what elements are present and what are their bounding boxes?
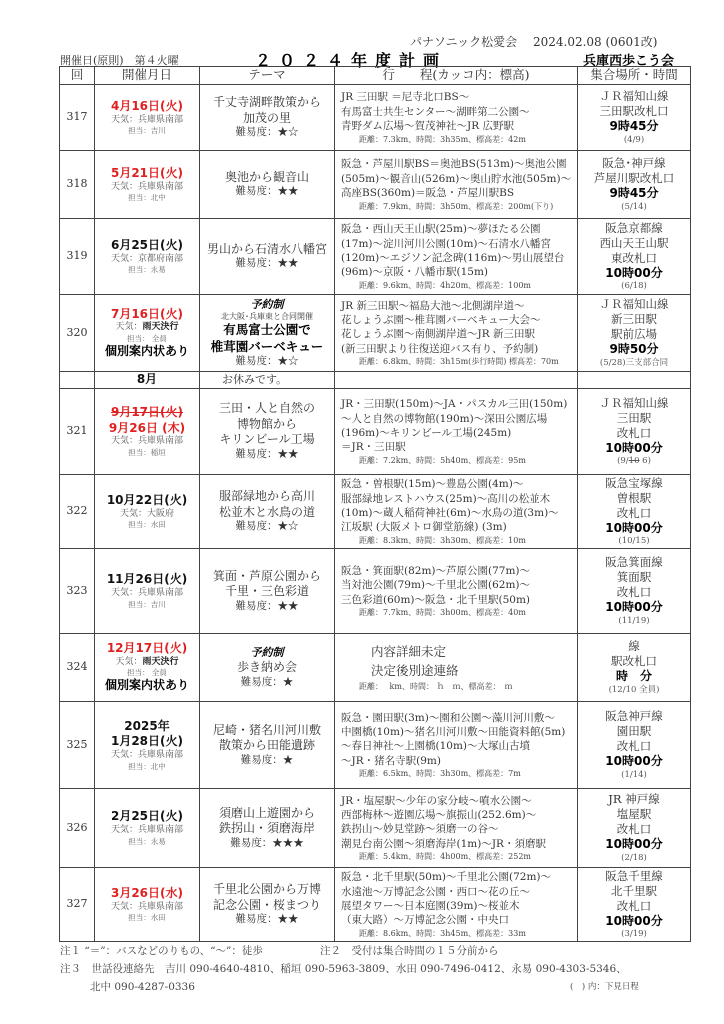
distance-time-elevation: 距離：8.3km、時間：3h30m、標高差：10m [359, 535, 526, 545]
theme-title: 奥池から観音山 [224, 169, 309, 184]
course-line: ＝JR・三田駅 [341, 441, 406, 454]
event-date: 4月16日(火) [110, 98, 184, 113]
distance-time-elevation: 距離：5.4km、時間：4h00m、標高差：252m [359, 852, 532, 862]
distance-time-elevation: 距離：6.5km、時間：3h30m、標高差：7m [359, 769, 521, 779]
event-date: 2025年 [124, 718, 170, 733]
difficulty: 難易度：★★★ [230, 836, 304, 849]
table-row [60, 389, 691, 475]
date-cell [95, 868, 200, 942]
break-month: 8月 [95, 372, 200, 389]
course-cell [335, 789, 578, 868]
meeting-time: 10時00分 [605, 520, 663, 535]
meeting-place: 駅前広場 [611, 327, 657, 342]
weather-area: 天気：兵庫県南部 [110, 588, 183, 599]
course-line: ～JR・猪名寺駅(9m) [341, 754, 441, 767]
meeting-cell [578, 549, 691, 634]
table-row [60, 702, 691, 789]
course-line: ～人と自然の博物館(190m)～深田公園広場 [341, 412, 548, 425]
col-meeting: 集合場所・時間 [578, 67, 691, 85]
meeting-place: 西山天王山駅 [599, 235, 669, 250]
event-number: 327 [60, 868, 95, 942]
meeting-time: 10時00分 [605, 265, 663, 280]
event-date: 12月17日(火) [106, 641, 188, 656]
theme-cell [200, 868, 335, 942]
reservation-label: 予約制 [250, 645, 284, 659]
meeting-place: ＪＲ福知山線 [599, 89, 669, 104]
theme-title: 歩き納め会 [236, 660, 297, 675]
course-line: 服部緑地レストハウス(25m)～高川の松並木 [341, 492, 551, 505]
break-note: お休みです。 [200, 372, 335, 389]
theme-title: 鉄拐山・須磨海岸 [218, 821, 315, 836]
table-row [60, 789, 691, 868]
preliminary-date: (5/28)三支部合同 [599, 357, 669, 368]
leader: 担当：稲垣 [128, 448, 166, 458]
meeting-place: 改札口 [616, 739, 652, 754]
event-date: 6月25日(火) [110, 237, 184, 252]
theme-title: 三田・人と自然の [218, 401, 315, 416]
event-date: 9月26日 (木) [108, 420, 186, 435]
course-cell [335, 868, 578, 942]
theme-cell [200, 634, 335, 702]
meeting-cell [578, 219, 691, 295]
course-line: (505m)～観音山(526m)～奥山貯水池(505m)～ [341, 172, 572, 185]
event-number: 319 [60, 219, 95, 295]
table-row [60, 475, 691, 549]
theme-title: 千里北公園から万博 [212, 882, 321, 897]
weather-area: 天気：兵庫県南部 [110, 181, 183, 192]
meeting-place: 阪急宝塚線 [605, 475, 663, 490]
course-line: JR 新三田駅～福島大池～北側湖岸道～ [341, 299, 525, 312]
meeting-cell [578, 868, 691, 942]
meeting-place: 阪急･神戸線 [602, 156, 666, 171]
event-number: 323 [60, 549, 95, 634]
event-number: 326 [60, 789, 95, 868]
preliminary-date: (6/18) [621, 281, 647, 292]
theme-title: 男山から石清水八幡宮 [206, 241, 327, 256]
theme-cell [200, 549, 335, 634]
meeting-time: 9時50分 [609, 342, 659, 357]
weather-area: 天気：大阪府 [119, 508, 174, 519]
event-number: 320 [60, 295, 95, 372]
schedule-rule: 開催日(原則) 第４火曜 [60, 54, 179, 67]
meeting-place: 線 [628, 639, 640, 654]
rain-or-shine: 雨天決行 [142, 322, 179, 333]
meeting-time: 10時00分 [605, 913, 663, 928]
meeting-cell [578, 389, 691, 475]
leader: 担当：水田 [128, 913, 166, 923]
course-line: 当対池公園(79m)～千里北公園(62m)～ [341, 579, 531, 592]
event-number: 325 [60, 702, 95, 789]
weather-label: 天気： [115, 656, 143, 667]
preliminary-date [578, 456, 690, 467]
weather-area: 天気：兵庫県南部 [110, 436, 183, 447]
course-line: (17m)～淀川河川公園(10m)～石清水八幡宮 [341, 237, 552, 250]
col-number: 回 [60, 67, 95, 85]
theme-cell [200, 475, 335, 549]
meeting-place: 阪急京都線 [605, 220, 663, 235]
meeting-place: 三田駅改札口 [599, 104, 669, 119]
table-row [60, 151, 691, 219]
course-line: JR・塩屋駅～少年の家分岐～噴水公園～ [341, 794, 532, 807]
course-cell [335, 151, 578, 219]
weather-area: 天気：兵庫県南部 [110, 901, 183, 912]
course-line: 有馬富士共生センター～湖畔第二公園～ [341, 105, 530, 118]
course-line: 三色彩道(60m)～阪急・北千里駅(50m) [341, 593, 531, 606]
club-name: 兵庫西歩こう会 [583, 54, 675, 69]
theme-cell [200, 151, 335, 219]
meeting-time: 時 分 [615, 669, 652, 684]
course-line: （東大路）～万博記念公園・中央口 [341, 914, 509, 927]
meeting-place: 改札口 [616, 585, 652, 600]
meeting-time: 10時00分 [605, 440, 663, 455]
course-line: 花しょうぶ園～南側湖岸道～JR 新三田駅 [341, 328, 535, 341]
difficulty: 難易度：★★ [235, 913, 299, 926]
event-date: 2月25日(火) [110, 809, 184, 824]
course-line: 内容詳細未定 [371, 644, 447, 660]
event-date: 10月22日(火) [106, 492, 188, 507]
table-row [60, 219, 691, 295]
meeting-time: 10時00分 [605, 600, 663, 615]
col-theme: テーマ [200, 67, 335, 85]
meeting-place: 東改札口 [611, 250, 657, 265]
prelim-legend: ( ) 内：下見日程 [570, 982, 639, 992]
meeting-place: 阪急神戸線 [605, 709, 663, 724]
table-header [60, 67, 691, 85]
theme-title: 松並木と水鳥の道 [218, 504, 315, 519]
distance-time-elevation: 距離：8.6km、時間：3h45m、標高差：33m [359, 928, 526, 938]
theme-cell [200, 295, 335, 372]
course-line: 西部梅林～遊園広場～旗振山(252.6m)～ [341, 809, 537, 821]
course-line: JR・三田駅(150m)～JA・パスカル三田(150m) [341, 398, 568, 411]
preliminary-date-part: 6) [639, 456, 651, 467]
theme-title: 有馬富士公園で [223, 322, 311, 338]
meeting-place: ＪＲ福知山線 [599, 297, 669, 312]
leader: 担当：吉川 [128, 599, 166, 609]
weather-area: 天気：兵庫県南部 [110, 749, 183, 760]
table-row [60, 868, 691, 942]
meeting-place: 阪急千里線 [605, 868, 663, 883]
distance-time-elevation: 距離： km、時間： ｈ ｍ、標高差： ｍ [359, 681, 513, 691]
leader: 担当：北中 [128, 193, 166, 203]
event-date: 1月28日(火) [110, 734, 184, 749]
distance-time-elevation: 距離：7.7km、時間：3h00m、標高差：40m [359, 608, 526, 618]
date-cell [95, 219, 200, 295]
difficulty: 難易度：★☆ [235, 520, 299, 533]
note-3-cont: 北中 090-4287-0336 [90, 981, 195, 993]
theme-title: 椎茸園バーベキュー [210, 338, 324, 354]
preliminary-date: (11/19) [618, 615, 650, 626]
table-row [60, 372, 691, 389]
meeting-place: 塩屋駅 [616, 807, 652, 822]
meeting-place: 改札口 [616, 505, 652, 520]
course-line: 鉄拐山～妙見堂跡～須磨一の谷～ [341, 823, 499, 836]
difficulty: 難易度：★★ [235, 448, 299, 461]
distance-time-elevation: 距離：7.9km、時間：3h50m、標高差：200m(下り) [359, 201, 554, 211]
meeting-place: 改札口 [616, 898, 652, 913]
weather-policy [95, 322, 199, 334]
weather-area: 天気：兵庫県南部 [110, 114, 183, 125]
date-cell [95, 85, 200, 151]
reservation-label: 予約制 [250, 297, 284, 311]
theme-cell [200, 789, 335, 868]
meeting-place: 園田駅 [616, 724, 652, 739]
preliminary-date: (5/14) [621, 201, 647, 212]
course-cell [335, 389, 578, 475]
event-number: 321 [60, 389, 95, 475]
course-line: (96m)～京阪・八幡市駅(15m) [341, 266, 489, 279]
meeting-place: ＪＲ福知山線 [599, 395, 669, 410]
event-date: 7月16日(火) [110, 306, 184, 321]
event-number: 324 [60, 634, 95, 702]
theme-title: キリンビール工場 [219, 432, 315, 447]
event-date: 3月26日(水) [110, 885, 184, 900]
difficulty: 難易度：★☆ [235, 354, 299, 367]
weather-area: 天気：京都府南部 [110, 253, 183, 264]
meeting-place: JR 神戸線 [608, 792, 660, 807]
leader: 担当： 全員 [127, 333, 167, 343]
theme-title: 博物館から [236, 416, 297, 431]
course-line: JR 三田駅 ＝尼寺北口BS～ [341, 91, 470, 104]
meeting-cell [578, 151, 691, 219]
schedule-table [59, 66, 691, 942]
date-cell [95, 789, 200, 868]
difficulty: 難易度：★★ [235, 185, 299, 198]
preliminary-date-part: 10 [628, 456, 640, 467]
date-cell [95, 295, 200, 372]
weather-area: 天気：兵庫県南部 [110, 825, 183, 836]
individual-notice: 個別案内状あり [104, 678, 189, 693]
note-1: 注１ “＝”：バスなどのりもの、“～”：徒歩 [60, 945, 263, 957]
meeting-place: 芦屋川駅改札口 [593, 171, 675, 186]
course-line: (新三田駅より往復送迎バス有り、予約制) [341, 342, 539, 355]
preliminary-date: (3/19) [621, 929, 647, 940]
distance-time-elevation: 距離：7.2km、時間：5h40m、標高差：95m [359, 455, 526, 465]
course-cell [335, 475, 578, 549]
theme-title: 須磨山上遊園から [218, 805, 315, 820]
difficulty: 難易度：★ [240, 753, 294, 766]
meeting-place: 改札口 [616, 425, 652, 440]
course-line: ～春日神社～上園橋(10m)～大塚山古墳 [341, 740, 531, 753]
preliminary-date: (1/14) [621, 769, 647, 780]
date-cell [95, 475, 200, 549]
meeting-place: 新三田駅 [611, 312, 657, 327]
course-line: 決定後別途連絡 [371, 662, 459, 678]
note-3: 注３ 世話役連絡先 吉川 090-4640-4810、稲垣 090-5963-3809、水田 090-7496-0412、永易 090-4303-5346、 [60, 963, 627, 975]
leader: 担当： 全員 [127, 668, 167, 678]
empty-cell [335, 372, 578, 389]
theme-cell [200, 389, 335, 475]
course-line: 阪急・北千里駅(50m)～千里北公園(72m)～ [341, 871, 552, 884]
theme-cell [200, 85, 335, 151]
date-cell [95, 634, 200, 702]
col-date: 開催月日 [95, 67, 200, 85]
course-cell [335, 634, 578, 702]
course-cell [335, 219, 578, 295]
weather-label: 天気： [115, 322, 143, 333]
col-course: 行 程(カッコ内：標高) [335, 67, 578, 85]
empty-cell [578, 372, 691, 389]
leader: 担当：水田 [128, 520, 166, 530]
meeting-cell [578, 475, 691, 549]
table-row [60, 85, 691, 151]
cancelled-date: 9月17日(火) [110, 405, 184, 420]
theme-cell [200, 219, 335, 295]
theme-title: 千丈寺湖畔散策から [212, 95, 321, 110]
course-line: 阪急・西山天王山駅(25m)～夢ほたる公園 [341, 223, 541, 236]
joint-event-note: 北大阪･兵庫東と合同開催 [221, 311, 313, 321]
meeting-cell [578, 789, 691, 868]
rain-or-shine: 雨天決行 [142, 656, 179, 667]
leader: 担当：北中 [128, 761, 166, 771]
theme-title: 服部緑地から高川 [218, 489, 315, 504]
meeting-time: 10時00分 [605, 754, 663, 769]
page-title: ２０２４年度計画 [255, 51, 448, 70]
preliminary-date-part: (9/ [617, 456, 629, 467]
course-cell [335, 702, 578, 789]
theme-title: 加茂の里 [242, 110, 291, 125]
course-line: 高座BS(360m)＝阪急・芦屋川駅BS [341, 187, 515, 200]
course-line: 江坂駅 (大阪メトロ御堂筋線) (3m) [341, 521, 507, 534]
date-cell [95, 151, 200, 219]
course-line: 潮見台南公園～須磨海岸(1m)～JR・須磨駅 [341, 837, 546, 850]
course-line: 花しょうぶ園～椎茸園バーベキュー大会～ [341, 314, 541, 326]
meeting-time: 9時45分 [609, 119, 659, 134]
preliminary-date: (2/18) [621, 852, 647, 863]
event-date: 11月26日(火) [106, 572, 188, 587]
individual-notice: 個別案内状あり [104, 343, 189, 358]
difficulty: 難易度：★★ [235, 599, 299, 612]
distance-time-elevation: 距離：7.3km、時間：3h35m、標高差：42m [359, 134, 526, 144]
course-cell [335, 85, 578, 151]
leader: 担当：永易 [128, 836, 166, 846]
table-row [60, 634, 691, 702]
course-line: 青野ダム広場～賀茂神社～JR 広野駅 [341, 120, 514, 133]
difficulty: 難易度：★ [240, 675, 294, 688]
course-line: (196m)～キリンビール工場(245m) [341, 426, 512, 439]
date-cell [95, 549, 200, 634]
difficulty: 難易度：★★ [235, 257, 299, 270]
note-2: 注２ 受付は集合時間の１５分前から [320, 945, 499, 957]
leader: 担当：永易 [128, 265, 166, 275]
distance-time-elevation: 距離：6.8km、時間：3h15m(歩行時間) 標高差：70m [359, 357, 559, 367]
meeting-cell [578, 295, 691, 372]
weather-policy [95, 657, 199, 669]
empty-cell [60, 372, 95, 389]
table-row [60, 295, 691, 372]
preliminary-date: (10/15) [618, 536, 650, 547]
theme-cell [200, 702, 335, 789]
event-number: 318 [60, 151, 95, 219]
leader: 担当：吉川 [128, 126, 166, 136]
theme-title: 尼崎・猪名川河川敷 [212, 722, 321, 737]
course-line: 阪急・芦屋川駅BS＝奥池BS(513m)～奥池公園 [341, 158, 567, 171]
course-line: 阪急・園田駅(3m)～園和公園～藻川河川敷～ [341, 711, 555, 724]
meeting-cell [578, 702, 691, 789]
event-number: 317 [60, 85, 95, 151]
date-cell [95, 702, 200, 789]
table-row [60, 549, 691, 634]
event-date: 5月21日(火) [110, 165, 184, 180]
preliminary-date: (12/10 全員) [608, 684, 660, 695]
meeting-place: 改札口 [616, 822, 652, 837]
course-line: 阪急・曽根駅(15m)～豊島公園(4m)～ [341, 478, 524, 491]
course-cell [335, 549, 578, 634]
theme-title: 千里・三色彩道 [224, 584, 309, 599]
meeting-place: 曽根駅 [616, 490, 652, 505]
difficulty: 難易度：★☆ [235, 126, 299, 139]
theme-title: 箕面・芦原公園から [212, 568, 321, 583]
course-line: 中園橋(10m)～猪名川河川敷～田能資料館(5m) [341, 726, 566, 738]
meeting-place: 阪急箕面線 [605, 555, 663, 570]
meeting-place: 北千里駅 [611, 883, 657, 898]
preliminary-date: (4/9) [623, 134, 645, 145]
course-line: 阪急・箕面駅(82m)～芦原公園(77m)～ [341, 564, 531, 577]
organization-date: パナソニック松愛会 2024.02.08 (0601改) [410, 35, 658, 49]
course-cell [335, 295, 578, 372]
meeting-time: 9時45分 [609, 186, 659, 201]
meeting-cell [578, 634, 691, 702]
course-line: 展望タワー～日本庭園(39m)～桜並木 [341, 899, 520, 912]
meeting-time: 10時00分 [605, 837, 663, 852]
meeting-place: 三田駅 [616, 410, 652, 425]
event-number: 322 [60, 475, 95, 549]
course-line: (10m)～蔵人稲荷神社(6m)～水鳥の道(3m)～ [341, 506, 559, 519]
distance-time-elevation: 距離：9.6km、時間：4h20m、標高差：100m [359, 280, 532, 290]
meeting-place: 箕面駅 [616, 570, 652, 585]
meeting-cell [578, 85, 691, 151]
theme-title: 記念公園・桜まつり [212, 897, 321, 912]
course-line: (120m)～エジソン記念碑(116m)～男山展望台 [341, 251, 565, 264]
course-line: 水遠池～万博記念公園・西口～花の丘～ [341, 885, 530, 898]
date-cell [95, 389, 200, 475]
theme-title: 散策から田能遺跡 [218, 738, 315, 753]
meeting-place: 駅改札口 [611, 654, 657, 669]
